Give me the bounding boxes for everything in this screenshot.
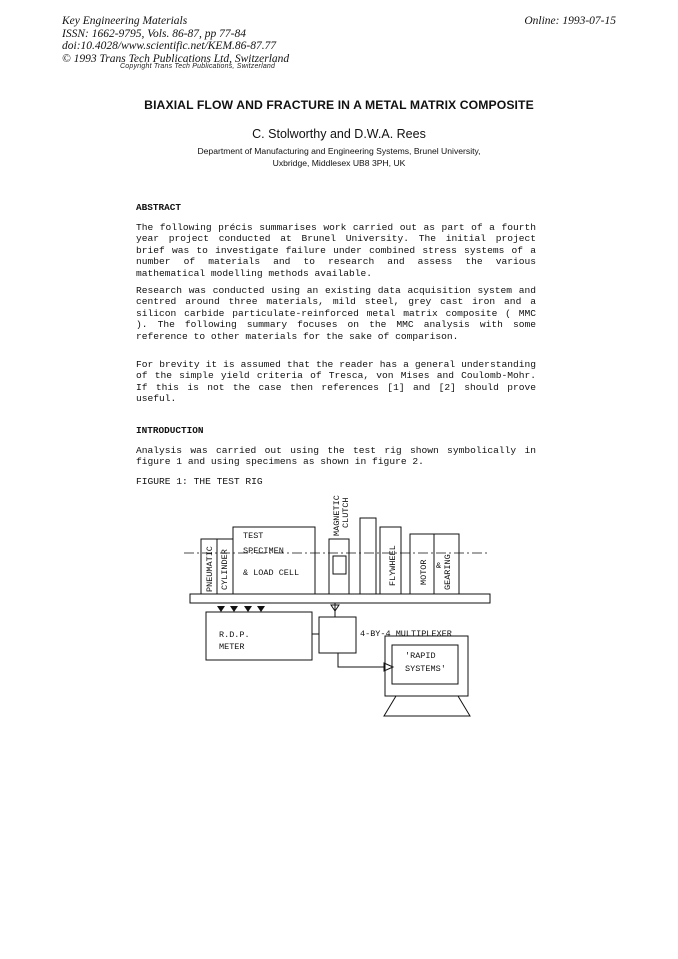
magnetic-label: MAGNETIC [332, 495, 342, 536]
cylinder-label: CYLINDER [220, 549, 230, 590]
abstract-paragraph-3: For brevity it is assumed that the reader has a general understanding of the simple yield criteria of Tresca, von Mises and Coulomb-Mohr. If this is not the case then references [1] and [2] should prove useful. [136, 359, 536, 405]
rdp-label: R.D.P. [219, 630, 250, 640]
abstract-paragraph-2: Research was conducted using an existing data acquisition system and centred around three materials, mild steel, grey cast iron and a silicon carbide particulate-reinforced metal matrix composite ( MMC ). The following summary focuses on the MMC analysis with some reference to other materials for the sake of comparison. [136, 285, 536, 342]
base-plate [190, 594, 490, 603]
issn-line: ISSN: 1662-9795, Vols. 86-87, pp 77-84 [62, 27, 246, 40]
load-cell-label: & LOAD CELL [243, 568, 300, 578]
pneumatic-label: PNEUMATIC [205, 546, 215, 592]
motor-label: MOTOR [419, 559, 429, 585]
meter-label: METER [219, 642, 245, 652]
journal-name: Key Engineering Materials [62, 15, 188, 27]
systems-label: SYSTEMS' [405, 664, 446, 674]
affiliation-line-2: Uxbridge, Middlesex UB8 3PH, UK [272, 157, 406, 168]
introduction-paragraph-1: Analysis was carried out using the test rig shown symbolically in figure 1 and using specimens as shown in figure 2. [136, 445, 536, 468]
abstract-heading: ABSTRACT [136, 202, 182, 213]
specimen-label: SPECIMEN [243, 546, 284, 556]
introduction-heading: INTRODUCTION [136, 425, 204, 436]
abstract-paragraph-1: The following précis summarises work carried out as part of a fourth year project conducted at Brunel University. The initial project brief was to investigate failure under combined stress systems of a number of materials and to research and assess the various mathematical modelling methods available. [136, 222, 536, 279]
online-date: Online: 1993-07-15 [524, 15, 616, 27]
figure-caption: FIGURE 1: THE TEST RIG [136, 476, 263, 487]
flywheel-label: FLYWHEEL [388, 545, 398, 586]
copyright-line: © 1993 Trans Tech Publications Ltd, Switzerland [62, 52, 290, 65]
motor-amp-label: & [436, 561, 442, 571]
rapid-label: 'RAPID [405, 651, 436, 661]
column-box [360, 518, 376, 594]
affiliation-line-1: Department of Manufacturing and Engineering Systems, Brunel University, [197, 146, 481, 156]
test-label: TEST [243, 531, 264, 541]
multiplexer-label: 4-BY-4 MULTIPLEXER [360, 629, 452, 639]
clutch-label: CLUTCH [341, 497, 351, 528]
paper-title: BIAXIAL FLOW AND FRACTURE IN A METAL MATRIX COMPOSITE [144, 98, 534, 112]
multiplexer-box [319, 617, 356, 653]
scan-copyright: Copyright Trans Tech Publications, Switzerland [120, 63, 276, 70]
gearing-label: GEARING [443, 554, 453, 590]
authors: C. Stolworthy and D.W.A. Rees [252, 127, 426, 141]
doi-line: doi:10.4028/www.scientific.net/KEM.86-87.77 [62, 40, 277, 53]
